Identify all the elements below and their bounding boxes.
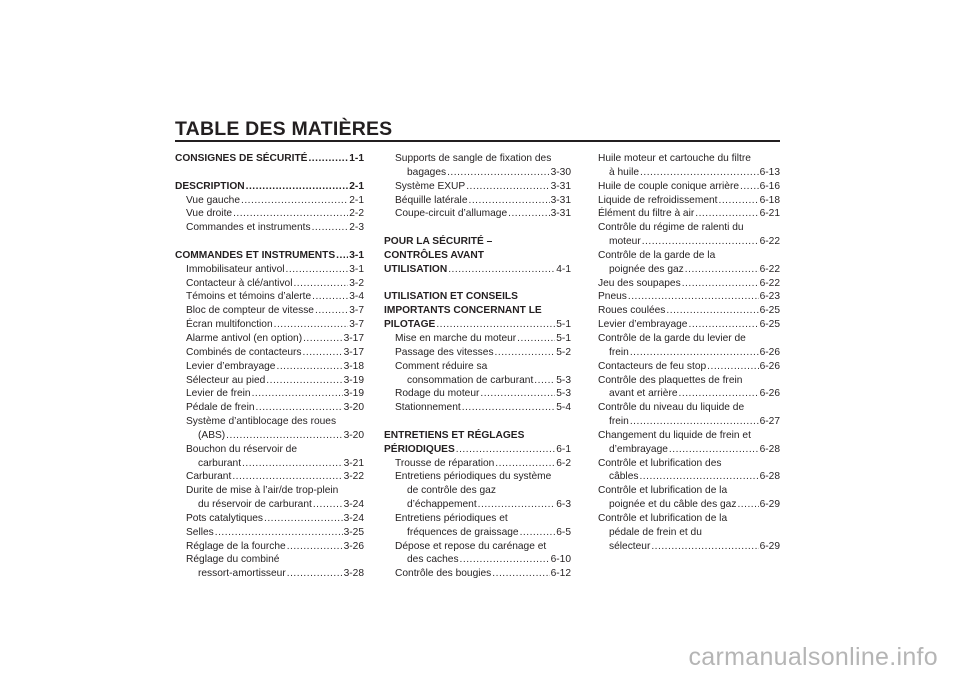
toc-page-number: 4-1 (556, 263, 571, 275)
toc-entry-line: Bouchon du réservoir de (186, 443, 297, 455)
toc-entry[interactable]: Commandes et instruments ..... 2-3 (175, 221, 364, 235)
toc-entry-line: Changement du liquide de frein et (598, 429, 751, 441)
toc-section-title-line: POUR LA SÉCURITÉ – (384, 236, 493, 248)
toc-entry[interactable]: bagages ..... 3-30 (384, 166, 571, 180)
toc-entry[interactable]: avant et arrière ..... 6-26 (598, 387, 780, 401)
toc-section-title-line: CONTRÔLES AVANT (384, 249, 484, 261)
toc-entry[interactable]: Levier d’embrayage ..... 3-18 (175, 360, 364, 374)
toc-entry-line: pédale de frein et du (609, 526, 702, 538)
toc-section-title-line: UTILISATION ET CONSEILS (384, 291, 518, 303)
toc-entry[interactable]: Mise en marche du moteur ..... 5-1 (384, 332, 571, 346)
toc-section-title-line: IMPORTANTS CONCERNANT LE (384, 305, 542, 317)
toc-entry[interactable]: câbles ..... 6-28 (598, 470, 780, 484)
toc-section-maintenance[interactable] (384, 443, 571, 457)
toc-entry-line: Supports de sangle de fixation des (395, 153, 552, 164)
toc-entry[interactable]: fréquences de graissage ..... 6-5 (384, 526, 571, 540)
toc-entry[interactable]: poignée des gaz ..... 6-22 (598, 263, 780, 277)
toc-section-title: PÉRIODIQUES (384, 443, 455, 455)
toc-entry[interactable]: Huile de couple conique arrière ..... 6-16 (598, 180, 780, 194)
toc-section-safety[interactable] (175, 152, 364, 166)
toc-entry[interactable]: Passage des vitesses ..... 5-2 (384, 346, 571, 360)
toc-entry[interactable]: Selles ..... 3-25 (175, 526, 364, 540)
toc-section-title: UTILISATION (384, 263, 448, 275)
toc-section-pre-ride[interactable] (384, 263, 571, 277)
toc-entry[interactable]: Contacteurs de feu stop ..... 6-26 (598, 360, 780, 374)
toc-entry[interactable]: sélecteur ..... 6-29 (598, 540, 780, 554)
toc-entry[interactable]: Contrôle des bougies ..... 6-12 (384, 567, 571, 581)
toc-entry[interactable]: Pédale de frein ..... 3-20 (175, 401, 364, 415)
toc-section-title: PILOTAGE (384, 319, 436, 331)
toc-entry[interactable]: carburant ..... 3-21 (175, 457, 364, 471)
toc-section-operation[interactable] (384, 318, 571, 332)
toc-page-number: 1-1 (349, 153, 364, 164)
toc-entry[interactable]: Levier d’embrayage ..... 6-25 (598, 318, 780, 332)
toc-entry[interactable]: poignée et du câble des gaz ..... 6-29 (598, 498, 780, 512)
toc-entry[interactable]: des caches ..... 6-10 (384, 553, 571, 567)
toc-entry-line: Huile moteur et cartouche du filtre (598, 153, 751, 164)
toc-entry[interactable]: Combinés de contacteurs ..... 3-17 (175, 346, 364, 360)
toc-entry-line: Contrôle et lubrification des (598, 457, 722, 469)
toc-entry[interactable]: Liquide de refroidissement ..... 6-18 (598, 194, 780, 208)
toc-column-3 (598, 152, 780, 553)
toc-entry[interactable]: Trousse de réparation ..... 6-2 (384, 457, 571, 471)
toc-entry-line: Entretiens périodiques et (395, 512, 508, 524)
toc-page-number: 3-1 (349, 249, 364, 261)
toc-entry[interactable]: moteur ..... 6-22 (598, 235, 780, 249)
toc-entry-line: Contrôle du régime de ralenti du (598, 222, 744, 234)
toc-entry[interactable]: Coupe-circuit d’allumage ..... 3-31 (384, 207, 571, 221)
toc-entry[interactable]: Stationnement ..... 5-4 (384, 401, 571, 415)
toc-entry[interactable]: d’embrayage ..... 6-28 (598, 443, 780, 457)
toc-column-1 (175, 152, 364, 581)
toc-entry[interactable]: Jeu des soupapes ..... 6-22 (598, 277, 780, 291)
toc-entry[interactable]: Réglage de la fourche ..... 3-26 (175, 540, 364, 554)
toc-entry-line: Contrôle des plaquettes de frein (598, 374, 743, 386)
toc-section-controls[interactable] (175, 249, 364, 263)
toc-entry-line: de contrôle des gaz (407, 485, 496, 497)
toc-entry[interactable]: frein ..... 6-26 (598, 346, 780, 360)
toc-entry[interactable]: Système EXUP ..... 3-31 (384, 180, 571, 194)
watermark: carmanualsonline.info (688, 643, 938, 671)
toc-entry[interactable]: Vue gauche ..... 2-1 (175, 194, 364, 208)
title-rule (175, 140, 780, 142)
toc-entry[interactable]: Pots catalytiques ..... 3-24 (175, 512, 364, 526)
toc-entry[interactable]: Pneus ..... 6-23 (598, 290, 780, 304)
toc-entry[interactable]: Levier de frein ..... 3-19 (175, 387, 364, 401)
toc-column-2 (384, 152, 571, 581)
toc-entry[interactable]: du réservoir de carburant ..... 3-24 (175, 498, 364, 512)
toc-entry[interactable]: Carburant ..... 3-22 (175, 470, 364, 484)
toc-entry[interactable]: Écran multifonction ..... 3-7 (175, 318, 364, 332)
toc-entry-line: Réglage du combiné (186, 554, 280, 566)
toc-entry-line: Contrôle de la garde du levier de (598, 332, 746, 344)
toc-entry[interactable]: (ABS) ..... 3-20 (175, 429, 364, 443)
toc-entry[interactable]: Élément du filtre à air ..... 6-21 (598, 207, 780, 221)
toc-entry-line: Contrôle de la garde de la (598, 249, 716, 261)
toc-entry[interactable]: Béquille latérale ..... 3-31 (384, 194, 571, 208)
toc-page-number: 6-1 (556, 443, 571, 455)
toc-page-number: 2-1 (349, 180, 364, 192)
toc-entry-line: Système d’antiblocage des roues (186, 416, 337, 428)
toc-entry[interactable]: Contacteur à clé/antivol ..... 3-2 (175, 277, 364, 291)
toc-section-title: CONSIGNES DE SÉCURITÉ (175, 153, 308, 164)
toc-entry[interactable]: Alarme antivol (en option) ..... 3-17 (175, 332, 364, 346)
toc-entry-line: Contrôle et lubrification de la (598, 512, 728, 524)
page-title: TABLE DES MATIÈRES (175, 118, 393, 140)
toc-entry-line: Dépose et repose du carénage et (395, 540, 547, 552)
toc-entry[interactable]: Vue droite ..... 2-2 (175, 207, 364, 221)
toc-entry[interactable]: Bloc de compteur de vitesse ..... 3-7 (175, 304, 364, 318)
toc-entry[interactable]: consommation de carburant ..... 5-3 (384, 374, 571, 388)
toc-section-title: DESCRIPTION (175, 180, 245, 192)
toc-entry[interactable]: Roues coulées ..... 6-25 (598, 304, 780, 318)
toc-entry[interactable]: Rodage du moteur ..... 5-3 (384, 387, 571, 401)
toc-entry[interactable]: d’échappement ..... 6-3 (384, 498, 571, 512)
toc-entry-line: Entretiens périodiques du système (395, 471, 552, 483)
toc-entry-line: Contrôle et lubrification de la (598, 485, 728, 497)
toc-entry[interactable]: Immobilisateur antivol ..... 3-1 (175, 263, 364, 277)
toc-entry[interactable]: à huile ..... 6-13 (598, 166, 780, 180)
toc-entry-line: Comment réduire sa (395, 360, 488, 372)
toc-entry[interactable]: Témoins et témoins d’alerte ..... 3-4 (175, 290, 364, 304)
toc-section-title: COMMANDES ET INSTRUMENTS (175, 249, 336, 261)
toc-entry[interactable]: frein ..... 6-27 (598, 415, 780, 429)
toc-section-description[interactable] (175, 180, 364, 194)
toc-entry-line: Durite de mise à l’air/de trop-plein (186, 485, 339, 497)
toc-entry[interactable]: ressort-amortisseur ..... 3-28 (175, 567, 364, 581)
toc-entry-line: Contrôle du niveau du liquide de (598, 402, 745, 414)
toc-page-number: 5-1 (556, 319, 571, 331)
toc-section-title-line: ENTRETIENS ET RÉGLAGES (384, 429, 525, 441)
toc-entry[interactable]: Sélecteur au pied ..... 3-19 (175, 374, 364, 388)
